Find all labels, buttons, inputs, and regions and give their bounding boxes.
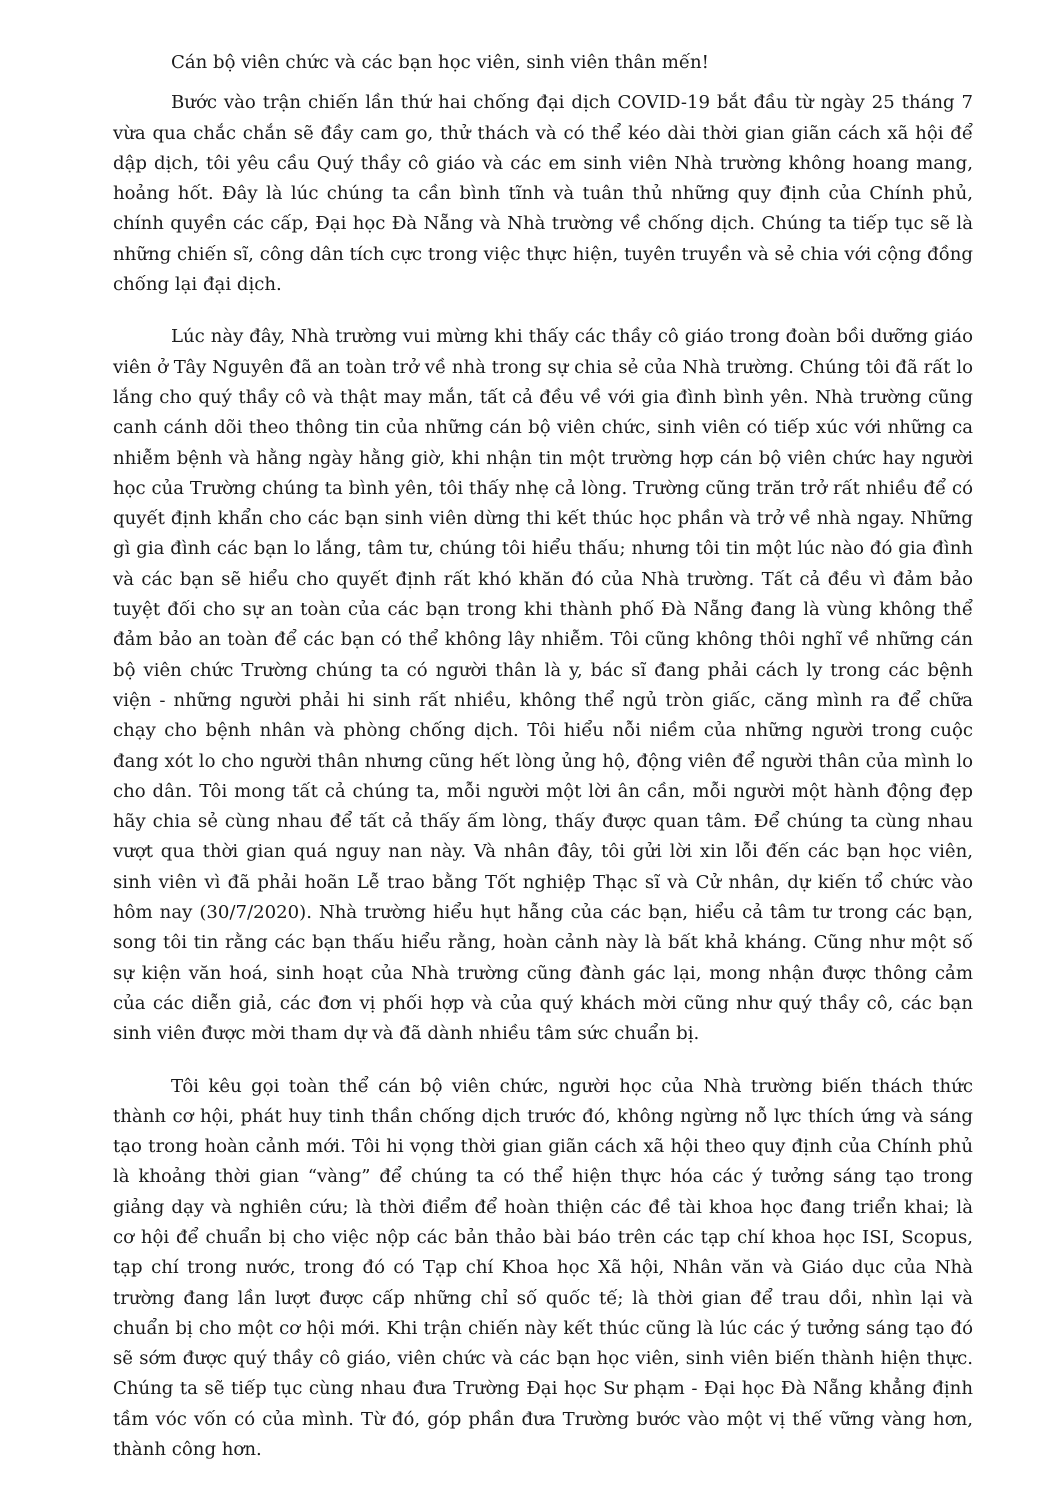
paragraph-covid-second-wave: Bước vào trận chiến lần thứ hai chống đại dịch COVID-19 bắt đầu từ ngày 25 tháng 7 vừa qua chắc chắn sẽ đầy cam go, thử thách và có thể kéo dài thời gian giãn cách xã hội để dập dịch, tôi yêu cầu Quý thầy cô giáo và các em sinh viên Nhà trường không hoang mang, hoảng hốt. Đây là lúc chúng ta cần bình tĩnh và tuân thủ những quy định của Chính phủ, chính quyền các cấp, Đại học Đà Nẵng và Nhà trường về chống dịch. Chúng ta tiếp tục sẽ là những chiến sĩ, công dân tích cực trong việc thực hiện, tuyên truyền và sẻ chia với cộng đồng chống lại đại dịch. <box>113 92 973 296</box>
paragraph-call-to-action: Tôi kêu gọi toàn thể cán bộ viên chức, người học của Nhà trường biến thách thức thành cơ hội, phát huy tinh thần chống dịch trước đó, không ngừng nỗ lực thích ứng và sáng tạo trong hoàn cảnh mới. Tôi hi vọng thời gian giãn cách xã hội theo quy định của Chính phủ là khoảng thời gian “vàng” để chúng ta có thể hiện thực hóa các ý tưởng sáng tạo trong giảng dạy và nghiên cứu; là thời điểm để hoàn thiện các đề tài khoa học đang triển khai; là cơ hội để chuẩn bị cho việc nộp các bản thảo bài báo trên các tạp chí khoa học ISI, Scopus, tạp chí trong nước, trong đó có Tạp chí Khoa học Xã hội, Nhân văn và Giáo dục của Nhà trường đang lần lượt được cấp những chỉ số quốc tế; là thời gian để trau dồi, nhìn lại và chuẩn bị cho một cơ hội mới. Khi trận chiến này kết thúc cũng là lúc các ý tưởng sáng tạo đó sẽ sớm được quý thầy cô giáo, viên chức và các bạn học viên, sinh viên biến thành hiện thực. Chúng ta sẽ tiếp tục cùng nhau đưa Trường Đại học Sư phạm - Đại học Đà Nẵng khẳng định tầm vóc vốn có của mình. Từ đó, góp phần đưa Trường bước vào một vị thế vững vàng hơn, thành công hơn. <box>113 1075 973 1461</box>
paragraph-school-concern: Lúc này đây, Nhà trường vui mừng khi thấy các thầy cô giáo trong đoàn bồi dưỡng giáo viên ở Tây Nguyên đã an toàn trở về nhà trong sự chia sẻ của Nhà trường. Chúng tôi đã rất lo lắng cho quý thầy cô và thật may mắn, tất cả đều về với gia đình bình yên. Nhà trường cũng canh cánh dõi theo thông tin của những cán bộ viên chức, sinh viên có tiếp xúc với những ca nhiễm bệnh và hằng ngày hằng giờ, khi nhận tin một trường hợp cán bộ viên chức hay người học của Trường chúng ta bình yên, tôi thấy nhẹ cả lòng. Trường cũng trăn trở rất nhiều để có quyết định khẩn cho các bạn sinh viên dừng thi kết thúc học phần và trở về nhà ngay. Những gì gia đình các bạn lo lắng, tâm tư, chúng tôi hiểu thấu; nhưng tôi tin một lúc nào đó gia đình và các bạn sẽ hiểu cho quyết định rất khó khăn đó của Nhà trường. Tất cả đều vì đảm bảo tuyệt đối cho sự an toàn của các bạn trong khi thành phố Đà Nẵng đang là vùng không thể đảm bảo an toàn để các bạn có thể không lây nhiễm. Tôi cũng không thôi nghĩ về những cán bộ viên chức Trường chúng ta có người thân là y, bác sĩ đang phải cách ly trong các bệnh viện - những người phải hi sinh rất nhiều, không thể ngủ tròn giấc, căng mình ra để chữa chạy cho bệnh nhân và phòng chống dịch. Tôi hiểu nỗi niềm của những người trong cuộc đang xót lo cho người thân nhưng cũng hết lòng ủng hộ, động viên để người thân của mình lo cho dân. Tôi mong tất cả chúng ta, mỗi người một lời ân cần, mỗi người một hành động đẹp hãy chia sẻ cùng nhau để tất cả thấy ấm lòng, thấy được quan tâm. Để chúng ta cùng nhau vượt qua thời gian quá nguy nan này. Và nhân đây, tôi gửi lời xin lỗi đến các bạn học viên, sinh viên vì đã phải hoãn Lễ trao bằng Tốt nghiệp Thạc sĩ và Cử nhân, dự kiến tổ chức vào hôm nay (30/7/2020). Nhà trường hiểu hụt hẫng của các bạn, hiểu cả tâm tư trong các bạn, song tôi tin rằng các bạn thấu hiểu rằng, hoàn cảnh này là bất khả kháng. Cũng như một số sự kiện văn hoá, sinh hoạt của Nhà trường cũng đành gác lại, mong nhận được thông cảm của các diễn giả, các đơn vị phối hợp và của quý khách mời cũng như quý thầy cô, các bạn sinh viên được mời tham dự và đã dành nhiều tâm sức chuẩn bị. <box>113 326 973 1045</box>
letter-body <box>113 48 973 1465</box>
greeting-line: Cán bộ viên chức và các bạn học viên, sinh viên thân mến! <box>171 52 709 73</box>
